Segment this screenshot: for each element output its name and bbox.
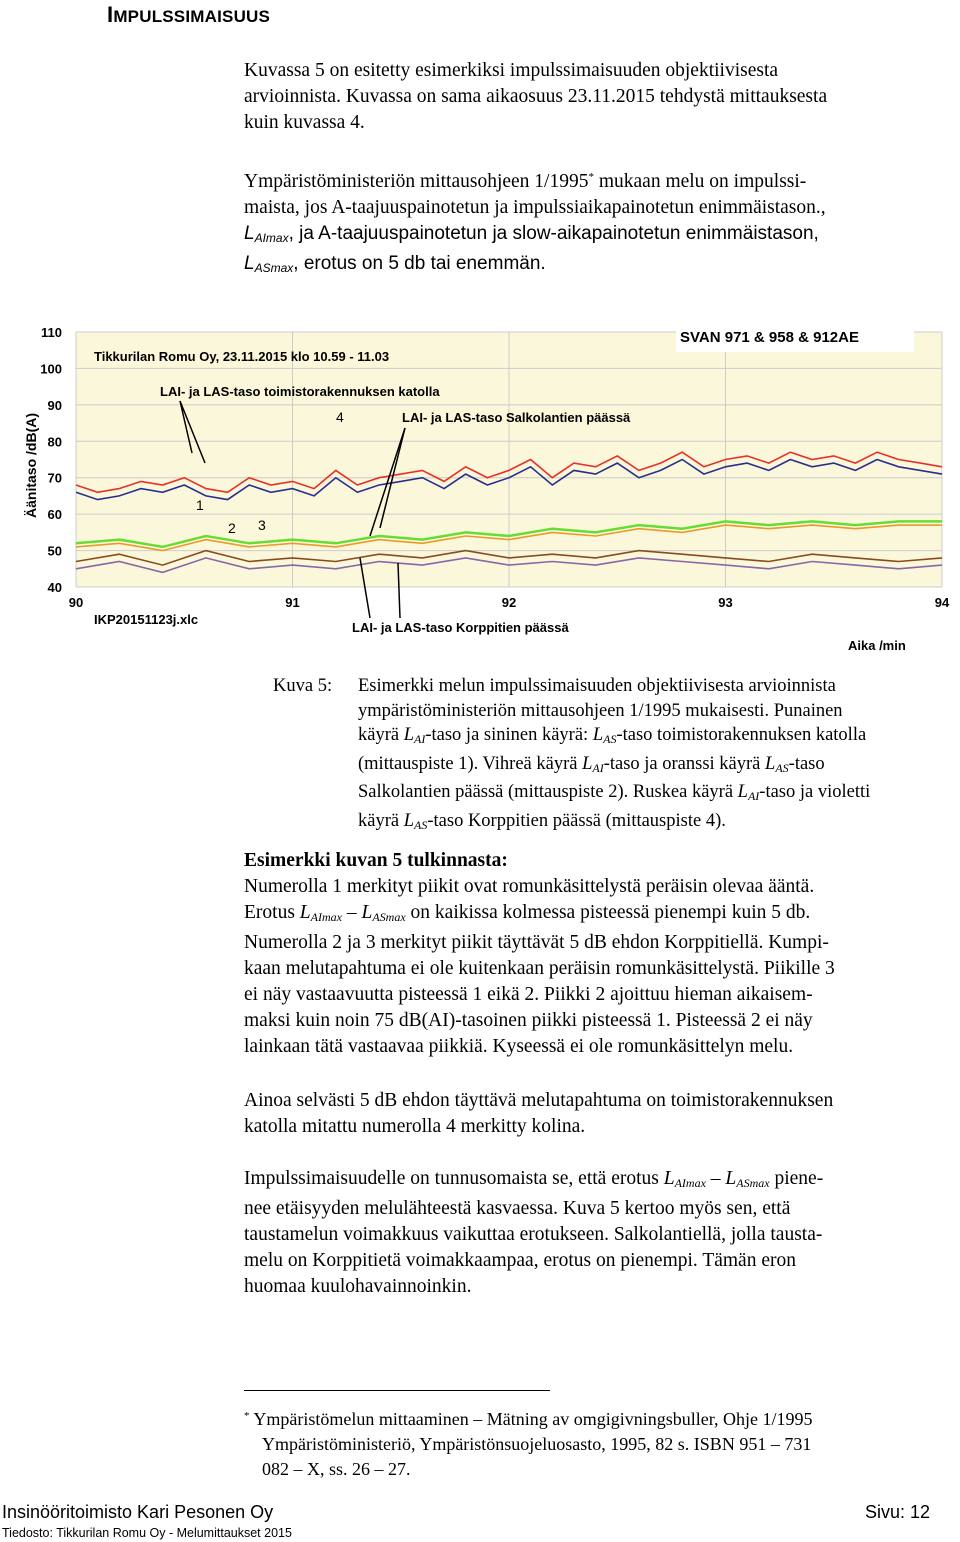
intro-line: arvioinnista. Kuvassa on sama aikaosuus 23.11.2015 tehdystä mittauksesta [244, 86, 828, 107]
y-tick-label: 110 [41, 325, 62, 340]
caption-body [358, 674, 958, 837]
conclusion-line: Impulssimaisuudelle on tunnusomaista se, että erotus LAImax – LASmax piene- [244, 1168, 824, 1190]
noise-level-chart [0, 318, 960, 658]
conclusion-line: nee etäisyyden melulähteestä kasvaessa. Kuva 5 kertoo myös sen, että [244, 1198, 791, 1219]
y-tick-label: 50 [47, 543, 62, 559]
interpretation-line: Numerolla 1 merkityt piikit ovat romunkäsittelystä peräisin olevaa ääntä. [244, 876, 815, 897]
x-tick-label: 90 [68, 595, 84, 610]
intro-paragraph [244, 58, 950, 136]
y-axis-label: Äänitaso /dB(A) [23, 413, 39, 518]
instrument-label: SVAN 971 & 958 & 912AE [680, 329, 859, 346]
intro-line: kuin kuvassa 4. [244, 112, 365, 133]
interpretation-line: Numerolla 2 ja 3 merkityt piikit täyttävät 5 dB ehdon Korppitiellä. Kumpi- [244, 932, 829, 953]
x-axis-label: Aika /min [848, 638, 906, 653]
caption-line: (mittauspiste 1). Vihreä käyrä LAI-taso ja oranssi käyrä LAS-taso [358, 753, 825, 775]
annotation-roof: LAI- ja LAS-taso toimistorakennuksen katolla [160, 384, 440, 399]
y-tick-label: 90 [47, 397, 62, 413]
footnote-line: 082 – X, ss. 26 – 27. [262, 1459, 411, 1479]
file-label: IKP20151123j.xlc [94, 612, 199, 627]
peak-label-3: 3 [258, 517, 266, 533]
conclusion-line: huomaa kuulohavainnoinkin. [244, 1276, 472, 1297]
annotation-salkolantie: LAI- ja LAS-taso Salkolantien päässä [402, 410, 631, 425]
x-tick-labels [69, 595, 950, 610]
interpretation-heading: Esimerkki kuvan 5 tulkinnasta: [244, 850, 508, 871]
caption-line: käyrä LAI-taso ja sininen käyrä: LAS-taso toimistorakennuksen katolla [358, 725, 867, 746]
footnote [244, 1404, 944, 1482]
interpretation-line: maksi kuin noin 75 dB(AI)-tasoinen piikki pisteessä 1. Pisteessä 2 ei näy [244, 1010, 813, 1031]
chart-title: Tikkurilan Romu Oy, 23.11.2015 klo 10.59 - 11.03 [94, 349, 390, 364]
caption-line: Salkolantien päässä (mittauspiste 2). Ruskea käyrä LAI-taso ja violetti [358, 782, 871, 803]
criterion-line: Ympäristöministeriön mittausohjeen 1/1995* mukaan melu on impulssi- [244, 171, 807, 192]
conclusion-line: melu on Korppitietä voimakkaampaa, erotus on pienempi. Tämän eron [244, 1250, 796, 1271]
intro-line: Kuvassa 5 on esitetty esimerkiksi impulssimaisuuden objektiivisesta [244, 60, 779, 81]
footnote-rule [244, 1390, 550, 1391]
footer-company: Insinööritoimisto Kari Pesonen Oy [2, 1502, 274, 1522]
interpretation-paragraph [244, 848, 950, 1060]
x-tick-label: 91 [285, 595, 300, 610]
footnote-line: * Ympäristömelun mittaaminen – Mätning av omgigivningsbuller, Ohje 1/1995 [244, 1409, 813, 1429]
caption-line: käyrä LAS-taso Korppitien päässä (mittauspiste 4). [358, 810, 726, 832]
criterion-line: LASmax, erotus on 5 db tai enemmän. [244, 253, 546, 275]
criterion-line: LAImax, ja A-taajuuspainotetun ja slow-aikapainotetun enimmäistason, [244, 223, 819, 245]
criterion-line: maista, jos A-taajuuspainotetun ja impulssiaikapainotetun enimmäistason., [244, 197, 826, 218]
y-tick-labels [40, 325, 62, 595]
peak-label-1: 1 [196, 497, 204, 513]
interpretation-line: kaan melutapahtuma ei ole kuitenkaan peräisin romunkäsittelystä. Piikille 3 [244, 958, 835, 979]
x-tick-label: 92 [501, 595, 517, 610]
x-tick-label: 94 [934, 595, 950, 610]
caption-label: Kuva 5: [273, 676, 333, 696]
y-tick-label: 80 [47, 434, 62, 450]
paragraph-line: katolla mitattu numerolla 4 merkitty kolina. [244, 1116, 586, 1137]
interpretation-line: lainkaan tätä vastaavaa piikkiä. Kyseessä ei ole romunkäsittelyn melu. [244, 1036, 794, 1057]
interpretation-line: Erotus LAImax – LASmax on kaikissa kolmessa pisteessä pienempi kuin 5 db. [244, 902, 811, 924]
annotation-korppitie: LAI- ja LAS-taso Korppitien päässä [352, 620, 569, 635]
peak-label-2: 2 [228, 520, 236, 536]
y-tick-label: 70 [47, 470, 62, 486]
conclusion-paragraph [244, 1166, 950, 1300]
y-tick-label: 100 [40, 361, 62, 377]
page-heading: IMPULSSIMAISUUS [107, 2, 271, 27]
caption-line: Esimerkki melun impulssimaisuuden objektiivisesta arvioinnista [358, 676, 836, 696]
interpretation-line: ei näy vastaavuutta pisteessä 1 eikä 2. Piikki 2 ajoittuu hieman aikaisem- [244, 984, 813, 1005]
x-tick-label: 93 [718, 595, 733, 610]
y-tick-label: 40 [47, 580, 62, 595]
footnote-line: Ympäristöministeriö, Ympäristönsuojeluosasto, 1995, 82 s. ISBN 951 – 731 [262, 1434, 812, 1454]
paragraph-line: Ainoa selvästi 5 dB ehdon täyttävä melutapahtuma on toimistorakennuksen [244, 1090, 834, 1111]
footer-filename: Tiedosto: Tikkurilan Romu Oy - Melumittaukset 2015 [2, 1526, 292, 1540]
footer-page-number: Sivu: 12 [864, 1502, 930, 1522]
peak-label-4: 4 [336, 409, 344, 425]
conclusion-line: taustamelun voimakkuus vaikuttaa erotukseen. Salkolantiellä, jolla tausta- [244, 1224, 823, 1245]
criterion-paragraph [244, 164, 950, 281]
y-tick-label: 60 [47, 507, 62, 523]
only-clear-paragraph [244, 1088, 950, 1140]
caption-line: ympäristöministeriön mittausohjeen 1/1995 mukaisesti. Punainen [358, 700, 843, 721]
